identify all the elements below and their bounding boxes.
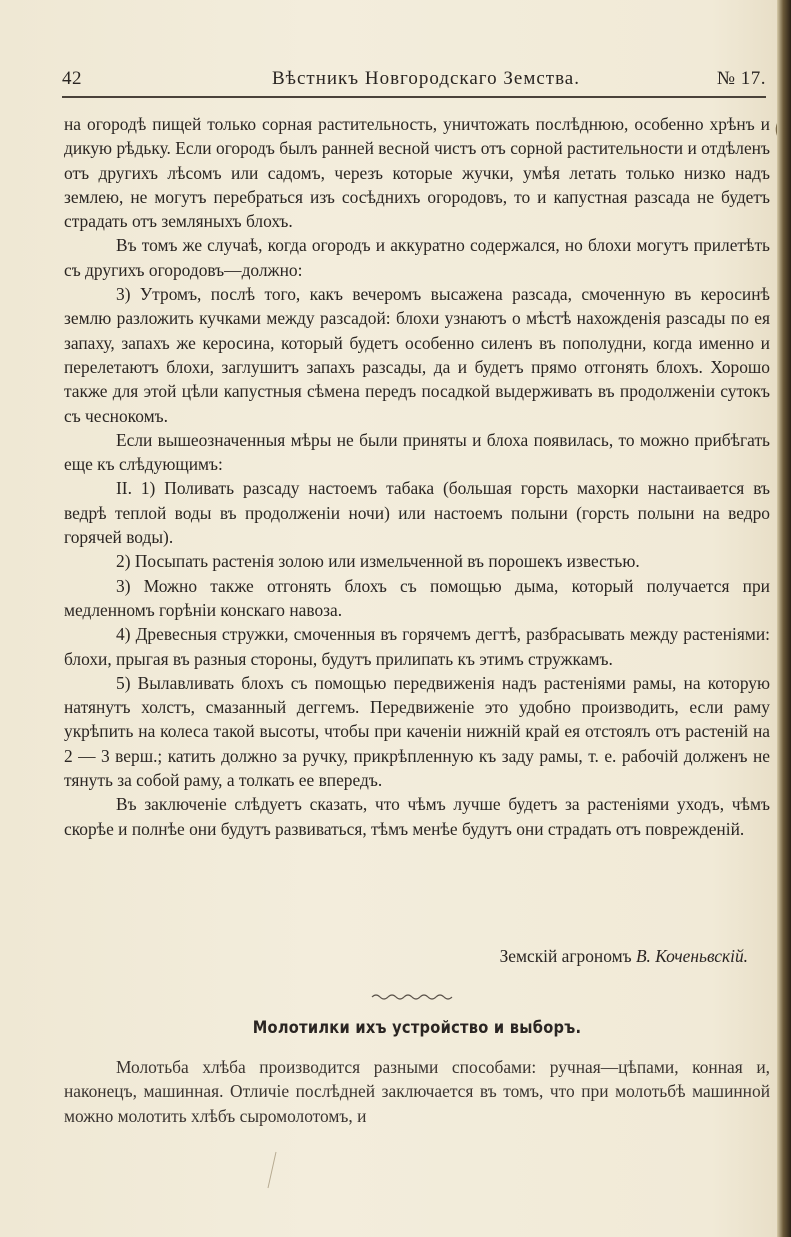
paragraph: Въ заключеніе слѣдуетъ сказать, что чѣмъ лучше будетъ за растеніями уходъ, чѣмъ скорѣе и полнѣе они будутъ развиваться, тѣмъ менѣе будутъ они страдать отъ поврежденій. — [64, 794, 770, 839]
paragraph: 5) Вылавливать блохъ съ помощью передвиженія надъ растеніями рамы, на которую натянутъ холстъ, смазанный деггемъ. Передвиженіе это удобно производить, если раму укрѣпить на колеса такой высоты, чтобы при каченіи нижній край ея отстоялъ отъ растеній на 2 — 3 верш.; катить должно за ручку, прикрѣпленную къ заду рамы, т. е. рабочій долженъ не тянуть за собой раму, а толкать ее впередъ. — [64, 672, 770, 791]
section-title: Молотилки ихъ устройство и выборъ. — [252, 1018, 582, 1038]
journal-title: Вѣстникъ Новгородскаго Земства. — [272, 68, 580, 89]
issue-number: № 17. — [716, 68, 766, 89]
section-body — [64, 1055, 770, 1128]
page-number: 42 — [62, 68, 82, 89]
paper-scratch-mark — [262, 1150, 282, 1190]
author-title: Земскій агрономъ — [499, 946, 632, 966]
article-body — [64, 112, 770, 841]
header-rule — [62, 96, 766, 98]
paragraph: 3) Можно также отгонять блохъ съ помощью дыма, который получается при медленномъ горѣніи конскаго навоза. — [64, 575, 770, 620]
paragraph: 3) Утромъ, послѣ того, какъ вечеромъ высажена разсада, смоченную въ керосинѣ землю разложить кучками между разсадой: блохи узнаютъ о мѣстѣ нахожденія разсады по ея запаху, запахъ же керосина, который будетъ особенно силенъ въ пополудни, когда именно и перелетаютъ блохи, заглушитъ запахъ разсады, да и будетъ прямо отгонять блохъ. Хорошо также для этой цѣли капустныя сѣмена передъ посадкой выдерживать въ продолженіи сутокъ съ чеснокомъ. — [64, 284, 770, 426]
paragraph: 2) Посыпать растенія золою или измельченной въ порошекъ известью. — [116, 551, 640, 572]
paragraph: Въ томъ же случаѣ, когда огородъ и аккуратно содержался, но блохи могутъ прилетѣть съ другихъ огородовъ—должно: — [64, 235, 770, 280]
section-divider-ornament — [370, 992, 454, 1002]
book-spine-edge — [777, 0, 791, 1237]
author-signature — [64, 946, 764, 967]
paragraph: Молотьба хлѣба производится разными способами: ручная—цѣпами, конная и, наконецъ, машинная. Отличіе послѣдней заключается въ томъ, что при молотьбѣ машинной можно молотить хлѣбъ сыромолотомъ, и — [64, 1057, 770, 1126]
paragraph: 4) Древесныя стружки, смоченныя въ горячемъ дегтѣ, разбрасывать между растеніями: блохи, прыгая въ разныя стороны, будутъ прилипать къ этимъ стружкамъ. — [64, 624, 770, 669]
paragraph: на огородѣ пищей только сорная растительность, уничтожать послѣднюю, особенно хрѣнъ и дикую рѣдьку. Если огородъ былъ ранней весной чистъ отъ сорной растительности и отдѣленъ отъ другихъ лѣсомъ или садомъ, черезъ которые жучки, умѣя летать только низко надъ землею, не могутъ перебраться изъ сосѣднихъ огородовъ, то и капустная разсада не будетъ страдать отъ земляныхъ блохъ. — [64, 114, 770, 232]
paragraph: II. 1) Поливать разсаду настоемъ табака (большая горсть махорки настаивается въ ведрѣ теплой воды въ продолженіи ночи) или настоемъ полыни (горсть полыни на ведро горячей воды). — [64, 478, 770, 548]
author-name: В. Коченьвскій. — [635, 946, 748, 966]
running-header — [62, 68, 768, 94]
paragraph: Если вышеозначенныя мѣры не были приняты и блоха появилась, то можно прибѣгать еще къ слѣдующимъ: — [64, 429, 770, 475]
